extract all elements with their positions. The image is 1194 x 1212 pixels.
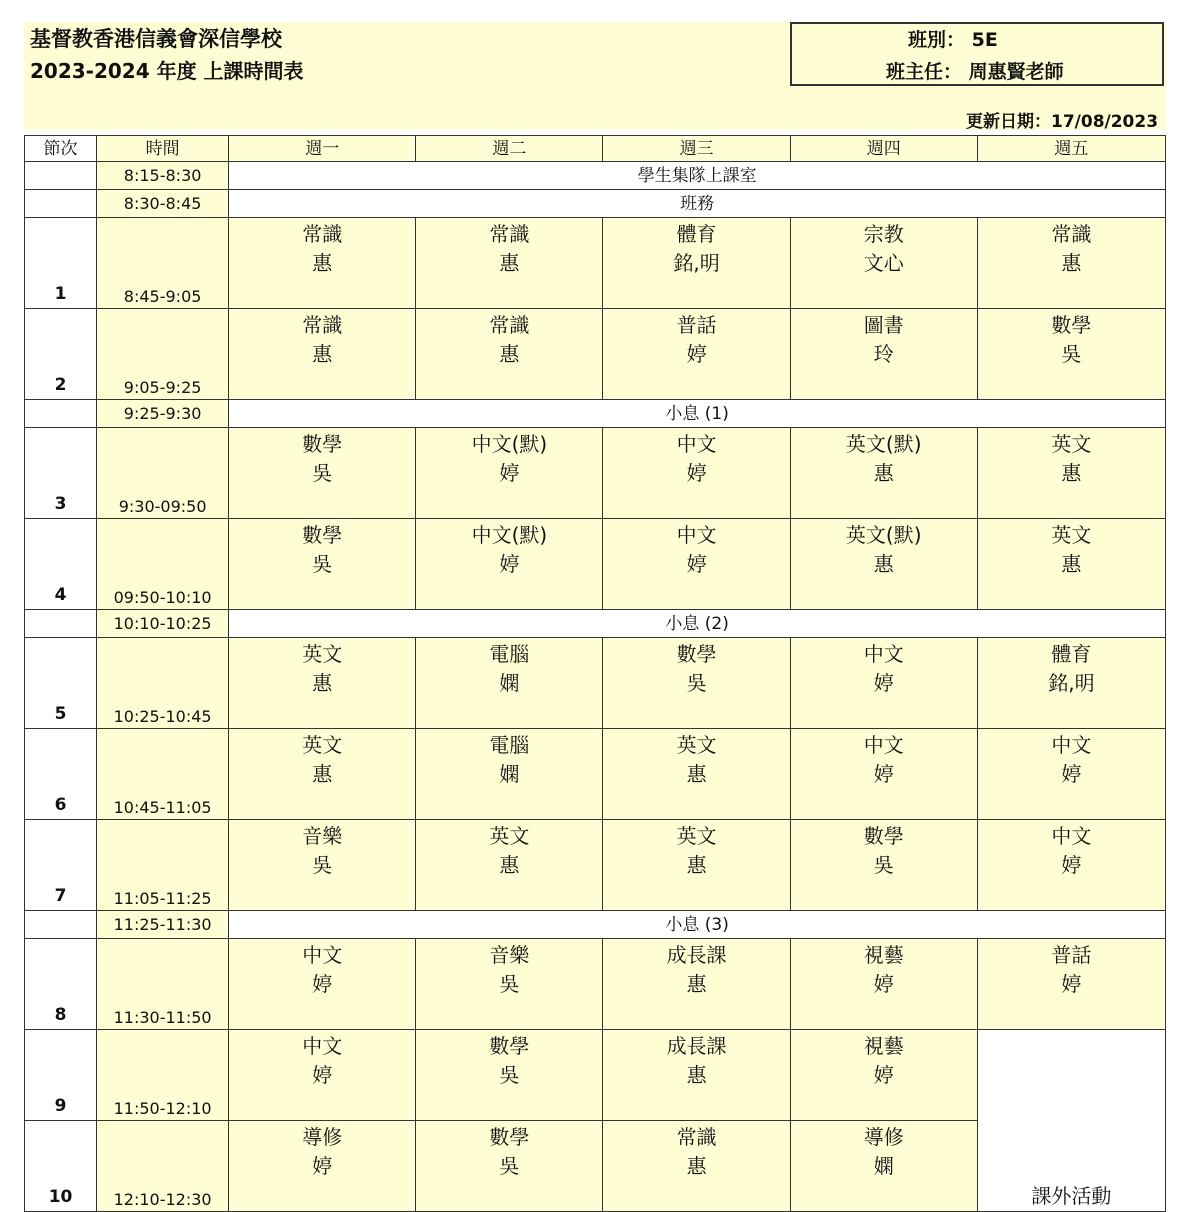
column-header-tue: 週二 — [416, 136, 603, 162]
column-header-period: 節次 — [25, 136, 97, 162]
lesson-cell — [977, 729, 1165, 820]
lesson-cell — [603, 1030, 790, 1121]
school-name: 基督教香港信義會深信學校 — [30, 27, 282, 51]
time-cell: 11:50-12:10 — [97, 1030, 229, 1121]
lesson-row — [25, 218, 1166, 309]
subject-name: 數學 — [676, 642, 717, 666]
lesson-cell — [603, 519, 790, 610]
lesson-cell — [603, 939, 790, 1030]
teacher-name: 惠 — [499, 251, 520, 275]
subject-name: 數學 — [863, 824, 904, 848]
lesson-cell — [790, 939, 977, 1030]
lesson-cell — [603, 218, 790, 309]
class-teacher-label: 班主任： 周惠賢老師 — [886, 61, 1064, 83]
column-header-mon: 週一 — [229, 136, 416, 162]
class-label: 班別： 5E — [908, 29, 998, 51]
break-label: 小息 (3) — [229, 911, 1166, 939]
break-row — [25, 190, 1166, 218]
teacher-name: 婷 — [686, 461, 707, 485]
teacher-name: 惠 — [1061, 461, 1082, 485]
teacher-name: 吳 — [312, 461, 333, 485]
column-header-fri: 週五 — [977, 136, 1165, 162]
teacher-name: 婷 — [312, 1063, 333, 1087]
subject-name: 英文 — [676, 733, 717, 757]
lesson-row — [25, 309, 1166, 400]
subject-name: 英文(默) — [845, 432, 922, 456]
time-cell: 12:10-12:30 — [97, 1121, 229, 1212]
time-cell: 10:10-10:25 — [97, 610, 229, 638]
period-number-cell — [25, 190, 97, 218]
subject-name: 圖書 — [863, 313, 904, 337]
period-number-cell — [25, 400, 97, 428]
time-cell: 09:50-10:10 — [97, 519, 229, 610]
subject-name: 中文 — [676, 432, 717, 456]
period-number-cell: 2 — [25, 309, 97, 400]
lesson-cell — [603, 309, 790, 400]
subject-name: 導修 — [302, 1125, 343, 1149]
time-cell: 8:15-8:30 — [97, 162, 229, 190]
break-label: 學生集隊上課室 — [229, 162, 1166, 190]
subject-name: 音樂 — [489, 943, 530, 967]
period-number-cell: 9 — [25, 1030, 97, 1121]
subject-name: 常識 — [489, 313, 530, 337]
subject-name: 中文 — [302, 1034, 343, 1058]
break-label: 小息 (2) — [229, 610, 1166, 638]
lesson-cell — [229, 820, 416, 911]
period-number-cell — [25, 162, 97, 190]
break-row — [25, 400, 1166, 428]
lesson-cell — [977, 218, 1165, 309]
subject-name: 體育 — [1051, 642, 1092, 666]
lesson-cell — [977, 309, 1165, 400]
lesson-cell — [977, 820, 1165, 911]
column-header-thu: 週四 — [790, 136, 977, 162]
subject-name: 英文 — [302, 642, 343, 666]
subject-name: 中文 — [1051, 733, 1092, 757]
period-number-cell — [25, 610, 97, 638]
time-cell: 11:25-11:30 — [97, 911, 229, 939]
lesson-cell — [790, 519, 977, 610]
subject-name: 常識 — [302, 313, 343, 337]
subject-name: 電腦 — [489, 642, 530, 666]
timetable-title: 2023-2024 年度 上課時間表 — [30, 59, 304, 83]
teacher-name: 婷 — [312, 1154, 333, 1178]
subject-name: 成長課 — [666, 1034, 727, 1058]
teacher-name: 吳 — [499, 972, 520, 996]
lesson-cell — [977, 519, 1165, 610]
lesson-cell — [416, 218, 603, 309]
teacher-name: 惠 — [873, 552, 894, 576]
teacher-name: 吳 — [499, 1154, 520, 1178]
lesson-row — [25, 1030, 1166, 1121]
time-cell: 9:25-9:30 — [97, 400, 229, 428]
time-cell: 9:05-9:25 — [97, 309, 229, 400]
lesson-row — [25, 638, 1166, 729]
lesson-cell — [416, 519, 603, 610]
teacher-name: 惠 — [686, 972, 707, 996]
break-label: 班務 — [229, 190, 1166, 218]
time-cell: 8:45-9:05 — [97, 218, 229, 309]
lesson-cell — [229, 1030, 416, 1121]
teacher-name: 婷 — [873, 671, 894, 695]
teacher-name: 吳 — [1061, 342, 1082, 366]
time-cell: 9:30-09:50 — [97, 428, 229, 519]
teacher-name: 嫻 — [499, 762, 520, 786]
subject-name: 視藝 — [863, 943, 904, 967]
teacher-name: 惠 — [1061, 552, 1082, 576]
teacher-name: 惠 — [686, 853, 707, 877]
lesson-cell — [229, 1121, 416, 1212]
teacher-name: 婷 — [686, 552, 707, 576]
subject-name: 視藝 — [863, 1034, 904, 1058]
lesson-cell — [416, 428, 603, 519]
subject-name: 宗教 — [863, 222, 904, 246]
period-number-cell: 6 — [25, 729, 97, 820]
lesson-cell — [416, 939, 603, 1030]
lesson-cell — [977, 939, 1165, 1030]
lesson-cell — [229, 519, 416, 610]
period-number-cell: 1 — [25, 218, 97, 309]
subject-name: 常識 — [302, 222, 343, 246]
subject-name: 導修 — [863, 1125, 904, 1149]
teacher-name: 文心 — [863, 251, 904, 275]
lesson-cell — [790, 218, 977, 309]
subject-name: 數學 — [489, 1034, 530, 1058]
lesson-cell — [229, 939, 416, 1030]
teacher-name: 吳 — [499, 1063, 520, 1087]
column-header-time: 時間 — [97, 136, 229, 162]
teacher-name: 婷 — [873, 972, 894, 996]
time-cell: 10:45-11:05 — [97, 729, 229, 820]
lesson-cell — [790, 729, 977, 820]
teacher-name: 婷 — [312, 972, 333, 996]
subject-name: 英文 — [302, 733, 343, 757]
teacher-name: 惠 — [312, 762, 333, 786]
timetable-body — [25, 162, 1166, 1212]
teacher-name: 吳 — [873, 853, 894, 877]
subject-name: 體育 — [676, 222, 717, 246]
subject-name: 英文 — [676, 824, 717, 848]
subject-name: 成長課 — [666, 943, 727, 967]
timetable — [24, 135, 1166, 1212]
teacher-name: 吳 — [312, 853, 333, 877]
subject-name: 英文 — [489, 824, 530, 848]
teacher-name: 婷 — [1061, 972, 1082, 996]
teacher-name: 婷 — [686, 342, 707, 366]
extracurricular-activity-cell: 課外活動 — [977, 1030, 1165, 1212]
period-number-cell: 3 — [25, 428, 97, 519]
subject-name: 常識 — [489, 222, 530, 246]
lesson-cell — [790, 820, 977, 911]
teacher-name: 嫻 — [499, 671, 520, 695]
subject-name: 常識 — [1051, 222, 1092, 246]
lesson-cell — [790, 1121, 977, 1212]
time-cell: 11:05-11:25 — [97, 820, 229, 911]
teacher-name: 婷 — [873, 1063, 894, 1087]
lesson-cell — [790, 428, 977, 519]
teacher-name: 婷 — [1061, 853, 1082, 877]
lesson-cell — [790, 309, 977, 400]
lesson-row — [25, 729, 1166, 820]
lesson-cell — [416, 729, 603, 820]
teacher-name: 惠 — [686, 1154, 707, 1178]
teacher-name: 惠 — [499, 342, 520, 366]
teacher-name: 吳 — [312, 552, 333, 576]
lesson-cell — [416, 820, 603, 911]
lesson-cell — [790, 638, 977, 729]
subject-name: 數學 — [489, 1125, 530, 1149]
lesson-cell — [977, 638, 1165, 729]
subject-name: 電腦 — [489, 733, 530, 757]
break-label: 小息 (1) — [229, 400, 1166, 428]
subject-name: 數學 — [1051, 313, 1092, 337]
teacher-name: 惠 — [873, 461, 894, 485]
lesson-cell — [229, 428, 416, 519]
teacher-name: 婷 — [499, 552, 520, 576]
teacher-name: 惠 — [499, 853, 520, 877]
update-date: 更新日期：17/08/2023 — [966, 112, 1159, 132]
break-row — [25, 610, 1166, 638]
subject-name: 數學 — [302, 523, 343, 547]
lesson-cell — [416, 1121, 603, 1212]
subject-name: 中文 — [863, 733, 904, 757]
time-cell: 10:25-10:45 — [97, 638, 229, 729]
subject-name: 中文 — [302, 943, 343, 967]
lesson-cell — [229, 218, 416, 309]
timetable-header-row — [25, 136, 1166, 162]
lesson-cell — [229, 729, 416, 820]
lesson-cell — [603, 638, 790, 729]
lesson-cell — [416, 1030, 603, 1121]
lesson-row — [25, 939, 1166, 1030]
lesson-cell — [603, 729, 790, 820]
subject-name: 普話 — [1051, 943, 1092, 967]
lesson-cell — [229, 309, 416, 400]
lesson-row — [25, 820, 1166, 911]
teacher-name: 婷 — [499, 461, 520, 485]
teacher-name: 惠 — [686, 762, 707, 786]
lesson-row — [25, 428, 1166, 519]
teacher-name: 惠 — [312, 251, 333, 275]
lesson-cell — [790, 1030, 977, 1121]
lesson-cell — [416, 309, 603, 400]
period-number-cell — [25, 911, 97, 939]
subject-name: 音樂 — [302, 824, 343, 848]
break-row — [25, 911, 1166, 939]
break-row — [25, 162, 1166, 190]
subject-name: 普話 — [676, 313, 717, 337]
subject-name: 中文 — [676, 523, 717, 547]
period-number-cell: 8 — [25, 939, 97, 1030]
time-cell: 8:30-8:45 — [97, 190, 229, 218]
subject-name: 英文 — [1051, 432, 1092, 456]
subject-name: 數學 — [302, 432, 343, 456]
period-number-cell: 10 — [25, 1121, 97, 1212]
subject-name: 常識 — [676, 1125, 717, 1149]
subject-name: 英文 — [1051, 523, 1092, 547]
teacher-name: 吳 — [686, 671, 707, 695]
time-cell: 11:30-11:50 — [97, 939, 229, 1030]
subject-name: 中文 — [1051, 824, 1092, 848]
column-header-wed: 週三 — [603, 136, 790, 162]
subject-name: 中文(默) — [471, 432, 548, 456]
teacher-name: 嫻 — [873, 1154, 894, 1178]
lesson-cell — [603, 820, 790, 911]
period-number-cell: 5 — [25, 638, 97, 729]
teacher-name: 婷 — [1061, 762, 1082, 786]
teacher-name: 銘,明 — [1048, 671, 1095, 695]
lesson-cell — [603, 428, 790, 519]
lesson-cell — [229, 638, 416, 729]
subject-name: 中文 — [863, 642, 904, 666]
teacher-name: 惠 — [312, 342, 333, 366]
period-number-cell: 7 — [25, 820, 97, 911]
lesson-cell — [977, 428, 1165, 519]
subject-name: 英文(默) — [845, 523, 922, 547]
teacher-name: 玲 — [873, 342, 894, 366]
lesson-row — [25, 519, 1166, 610]
period-number-cell: 4 — [25, 519, 97, 610]
teacher-name: 婷 — [873, 762, 894, 786]
teacher-name: 惠 — [1061, 251, 1082, 275]
teacher-name: 銘,明 — [673, 251, 720, 275]
teacher-name: 惠 — [686, 1063, 707, 1087]
lesson-cell — [416, 638, 603, 729]
teacher-name: 惠 — [312, 671, 333, 695]
subject-name: 中文(默) — [471, 523, 548, 547]
lesson-cell — [603, 1121, 790, 1212]
